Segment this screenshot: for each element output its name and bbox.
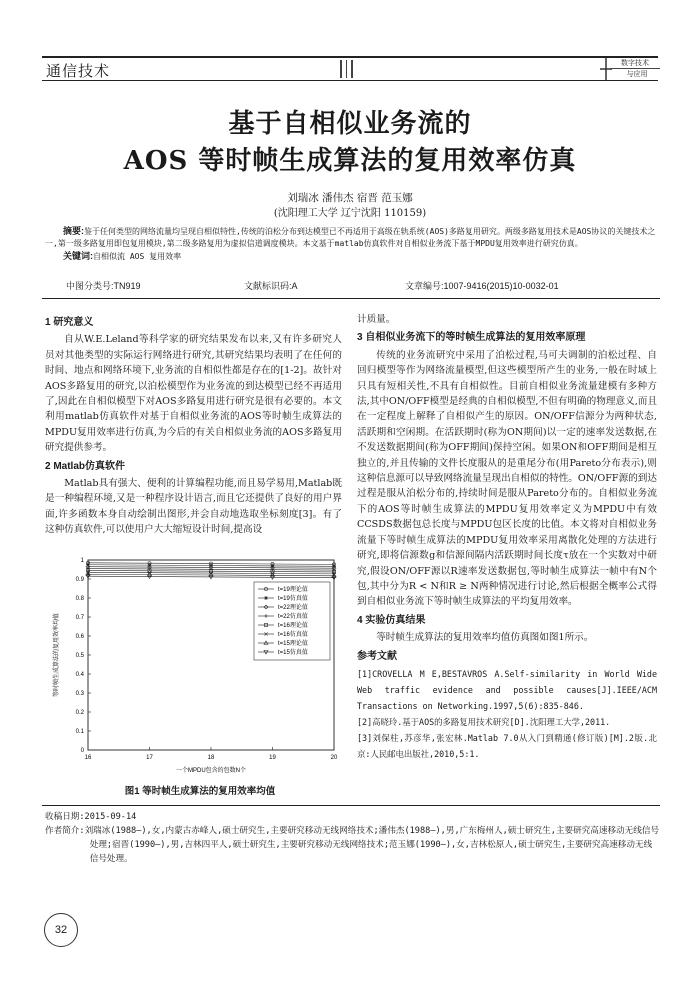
x-tick-label: 17: [146, 755, 153, 761]
legend-label: t=22仿真值: [278, 614, 308, 620]
logo-line2: 与应用: [626, 70, 648, 78]
received-date: 收稿日期:2015-09-14: [45, 812, 137, 822]
section-heading: 4 实验仿真结果: [357, 614, 426, 626]
logo-line1: 数字技术: [610, 58, 660, 69]
header-divider: [340, 60, 342, 78]
authors: 刘瑞冰 潘伟杰 宿晋 范玉娜: [287, 192, 413, 204]
x-tick-label: 20: [330, 755, 338, 761]
doc-code: 文献标识码:A: [244, 281, 298, 291]
legend-label: t=15仿真值: [278, 650, 308, 656]
y-tick-label: 0.6: [75, 634, 84, 640]
reference-item: [3]刘保柱,苏彦华,张宏林.Matlab 7.0从入门到精通(修订版)[M].2版.北京:人民邮电出版社,2010,5:1.: [357, 732, 657, 759]
y-tick-label: 0.1: [75, 729, 84, 735]
legend-label: t=15理论值: [278, 641, 308, 647]
y-tick-label: 0.5: [75, 653, 84, 659]
legend-label: t=19仿真值: [278, 596, 308, 602]
efficiency-chart: [48, 550, 348, 778]
journal-logo: [600, 58, 660, 80]
clc-number: 中图分类号:TN919: [66, 281, 141, 291]
keywords-label: 关键词:: [63, 251, 93, 261]
paragraph: 自从W.E.Leland等科学家的研究结果发布以来,又有许多研究人员对其他类型的实际运行网络进行研究,其研究结果均表明了在任何的时间、地点和网络环境下,业务流的自相似性都是存在的[1-2]。故针对AOS多路复用的研究,以泊松模型作为业务流的到达模型已经不再适用了,因此在自相似模型下对AOS多路复用进行研究是很有必要的。本文利用matlab仿真软件对基于自相似业务流的AOS等时帧生成算法的MPDU复用效率进行仿真,为今后的有关自相似业务流的AOS多路复用研究提供参考。: [45, 334, 342, 454]
y-tick-label: 0.9: [75, 577, 84, 583]
page-number: 32: [44, 913, 78, 947]
legend-label: t=16仿真值: [278, 632, 308, 638]
keywords: [45, 250, 657, 263]
header-rule-top: [42, 56, 658, 58]
abstract-block: [45, 225, 657, 263]
author-bio-label: 作者简介:: [45, 826, 85, 836]
x-axis-label: 一个MPDU包含的包数N个: [176, 768, 246, 774]
reference-item: [2]高晓玲.基于AOS的多路复用技术研究[D].沈阳理工大学,2011.: [357, 716, 611, 727]
paragraph: Matlab具有强大、便利的计算编程功能,而且易学易用,Matlab既是一种编程环境,又是一种程序设计语言,而且它还提供了良好的用户界面,许多函数本身自动绘制出图形,并会自动地选取坐标刻度[3]。有了这种仿真软件,可以使用户大大缩短设计时间,提高设: [45, 478, 342, 536]
y-tick-label: 0: [80, 748, 84, 754]
paragraph: 传统的业务流研究中采用了泊松过程,马可夫调制的泊松过程、自回归模型等作为网络流量模型,但这些模型所产生的业务,一般在时域上只具有短相关性,不具有自相似性。目前自相似业务流量建模有多种方法,其中ON/OFF模型是经典的自相似模型,不但有明确的物理意义,而且在一定程度上解释了自相似产生的原因。ON/OFF信源分为两种状态,活跃期和空闲期。在活跃期时(称为ON期间)以一定的速率发送数据,在不发送数据期间(称为OFF期间)保持空闲。如果ON和OFF期间是相互独立的,并且传输的文件长度服从的是重尾分布(用Pareto分布表示),则这种信息源可以导致网络流量呈现出自相似的特性。ON/OFF源的到达过程是服从泊松分布的,持续时间是服从Pareto分布的。自相似业务流下的AOS等时帧生成算法的MPDU复用效率定义为MPDU中有效CCSDS数据包总长度与MPDU包区长度的比值。本文将对自相似业务流量下等时帧生成算法的MPDU复用效率采用离散化处理的方法进行研究,即将信源数g和信源间隔内活跃期时间长度τ放在一个实数对中研究,假设ON/OFF源以R速率发送数据包,等时帧生成算法一帧中有N个包,其中分为R < N和R ≥ N两种情况进行讨论,然后根据全概率公式得到自相似业务流下等时帧生成算法的平均复用效率。: [357, 349, 657, 608]
legend-label: t=16理论值: [278, 623, 308, 629]
x-tick-label: 18: [207, 755, 215, 761]
reference-item: [1]CROVELLA M E,BESTAVROS A.Self-similarity in World Wide Web traffic evidence and possible causes[J].IEEE/ACM Transactions on Networking.1997,5(6):835-846.: [357, 668, 657, 711]
header-rule-bottom: [42, 80, 658, 81]
y-axis-label: 等时帧生成算法的复用效率均值: [54, 612, 60, 698]
references-heading: 参考文献: [357, 650, 397, 662]
abstract: [45, 225, 657, 250]
y-tick-label: 0.8: [75, 596, 84, 602]
author-bio-text: 刘瑞冰(1988—),女,内蒙古赤峰人,硕士研究生,主要研究移动无线网络技术;潘伟杰(1988—),男,广东梅州人,硕士研究生,主要研究高速移动无线信号处理;宿晋(1990—),男,吉林四平人,硕士研究生,主要研究移动无线网络技术;范玉娜(1990—),女,吉林松原人,硕士研究生,主要研究高速移动无线信号处理。: [84, 826, 660, 864]
keywords-text: 自相似流 AOS 复用效率: [93, 252, 182, 261]
footnote-rule: [42, 805, 660, 806]
figure-caption: 图1 等时帧生成算法的复用效率均值: [124, 786, 276, 797]
article-number: 文章编号:1007-9416(2015)10-0032-01: [405, 281, 559, 291]
left-column: [45, 312, 342, 538]
y-tick-label: 1: [80, 558, 84, 564]
section-tag: 通信技术: [46, 63, 111, 80]
legend-box: [254, 582, 330, 660]
author-bio: [45, 824, 660, 866]
section-heading: 3 自相似业务流下的等时帧生成算法的复用效率原理: [357, 332, 586, 344]
footnote: [45, 810, 660, 866]
header-divider: [351, 60, 353, 78]
y-tick-label: 0.7: [75, 615, 84, 621]
article-title-line2: AOS 等时帧生成算法的复用效率仿真: [123, 146, 577, 176]
y-tick-label: 0.2: [75, 710, 84, 716]
right-column: [357, 312, 657, 762]
abstract-text: 鉴于任何类型的网络流量均呈现自相似特性,传统的泊松分布到达模型已不再适用于高级在轨系统(AOS)多路复用研究。两级多路复用技术是AOS协议的关键技术之一,第一级多路复用即包复用模块,第二级多路复用为虚拟信道调度模块。本文基于matlab仿真软件对自相似业务流下基于MPDU复用效率进行研究仿真。: [45, 227, 656, 248]
legend-label: t=19理论值: [278, 587, 308, 593]
paragraph-continued: 计质量。: [357, 314, 396, 325]
abstract-rule: [42, 298, 660, 299]
x-tick-label: 19: [269, 755, 276, 761]
section-heading: 1 研究意义: [45, 317, 94, 328]
affiliation: (沈阳理工大学 辽宁沈阳 110159): [273, 208, 427, 219]
paragraph: 等时帧生成算法的复用效率均值仿真图如图1所示。: [376, 632, 594, 644]
legend-label: t=22理论值: [278, 605, 308, 611]
section-heading: 2 Matlab仿真软件: [45, 460, 126, 472]
y-tick-label: 0.3: [75, 691, 84, 697]
article-title-line1: 基于自相似业务流的: [228, 109, 472, 139]
abstract-label: 摘要:: [63, 226, 84, 236]
header-divider: [346, 60, 347, 78]
x-tick-label: 16: [84, 755, 92, 761]
y-tick-label: 0.4: [75, 672, 84, 678]
